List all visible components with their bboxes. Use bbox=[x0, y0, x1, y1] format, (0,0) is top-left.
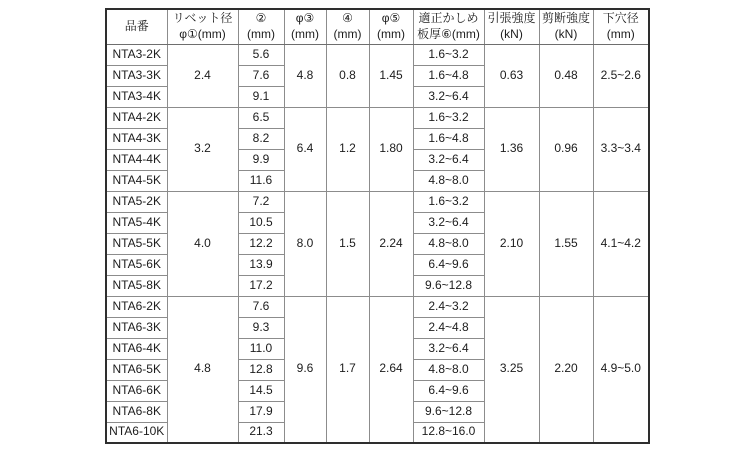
tensile-strength-cell: 3.25 bbox=[484, 296, 539, 443]
dim2-cell: 13.9 bbox=[238, 254, 284, 275]
rivet-diameter-cell: 2.4 bbox=[167, 44, 238, 107]
hole-diameter-cell: 3.3~3.4 bbox=[593, 107, 649, 191]
tensile-strength-cell: 0.63 bbox=[484, 44, 539, 107]
phi5-cell: 1.45 bbox=[369, 44, 413, 107]
phi5-cell: 2.24 bbox=[369, 191, 413, 296]
part-number-cell: NTA6-10K bbox=[106, 422, 167, 443]
grip-thickness-cell: 6.4~9.6 bbox=[413, 380, 484, 401]
dim2-cell: 17.2 bbox=[238, 275, 284, 296]
grip-thickness-cell: 3.2~6.4 bbox=[413, 338, 484, 359]
part-number-cell: NTA6-4K bbox=[106, 338, 167, 359]
part-number-cell: NTA5-4K bbox=[106, 212, 167, 233]
table-row bbox=[106, 44, 649, 65]
rivet-diameter-cell: 4.0 bbox=[167, 191, 238, 296]
dim2-cell: 9.9 bbox=[238, 149, 284, 170]
dim2-cell: 7.6 bbox=[238, 296, 284, 317]
grip-thickness-cell: 9.6~12.8 bbox=[413, 401, 484, 422]
dim2-cell: 11.0 bbox=[238, 338, 284, 359]
grip-thickness-cell: 1.6~4.8 bbox=[413, 128, 484, 149]
col-header-tensile-strength: 引張強度 (kN) bbox=[484, 9, 539, 44]
header-label: 品番 bbox=[124, 18, 149, 33]
part-number-cell: NTA5-2K bbox=[106, 191, 167, 212]
dim4-cell: 1.7 bbox=[326, 296, 369, 443]
grip-thickness-cell: 12.8~16.0 bbox=[413, 422, 484, 443]
phi5-cell: 1.80 bbox=[369, 107, 413, 191]
shear-strength-cell: 0.96 bbox=[539, 107, 593, 191]
dim2-cell: 21.3 bbox=[238, 422, 284, 443]
col-header-hole-diameter: 下穴径 (mm) bbox=[593, 9, 649, 44]
grip-thickness-cell: 3.2~6.4 bbox=[413, 212, 484, 233]
tensile-strength-cell: 2.10 bbox=[484, 191, 539, 296]
col-header-grip-thickness: 適正かしめ 板厚⑥(mm) bbox=[413, 9, 484, 44]
hole-diameter-cell: 4.9~5.0 bbox=[593, 296, 649, 443]
dim4-cell: 1.2 bbox=[326, 107, 369, 191]
hole-diameter-cell: 2.5~2.6 bbox=[593, 44, 649, 107]
dim2-cell: 11.6 bbox=[238, 170, 284, 191]
part-number-cell: NTA5-8K bbox=[106, 275, 167, 296]
part-number-cell: NTA3-2K bbox=[106, 44, 167, 65]
part-number-cell: NTA6-5K bbox=[106, 359, 167, 380]
grip-thickness-cell: 6.4~9.6 bbox=[413, 254, 484, 275]
grip-thickness-cell: 4.8~8.0 bbox=[413, 233, 484, 254]
grip-thickness-cell: 2.4~4.8 bbox=[413, 317, 484, 338]
dim2-cell: 9.1 bbox=[238, 86, 284, 107]
phi3-cell: 9.6 bbox=[284, 296, 326, 443]
shear-strength-cell: 1.55 bbox=[539, 191, 593, 296]
part-number-cell: NTA6-6K bbox=[106, 380, 167, 401]
grip-thickness-cell: 2.4~3.2 bbox=[413, 296, 484, 317]
dim2-cell: 12.2 bbox=[238, 233, 284, 254]
dim2-cell: 17.9 bbox=[238, 401, 284, 422]
grip-thickness-cell: 3.2~6.4 bbox=[413, 149, 484, 170]
grip-thickness-cell: 4.8~8.0 bbox=[413, 170, 484, 191]
dim4-cell: 1.5 bbox=[326, 191, 369, 296]
dim2-cell: 8.2 bbox=[238, 128, 284, 149]
col-header-phi3: φ③ (mm) bbox=[284, 9, 326, 44]
col-header-part-number bbox=[106, 9, 167, 44]
tensile-strength-cell: 1.36 bbox=[484, 107, 539, 191]
dim2-cell: 9.3 bbox=[238, 317, 284, 338]
grip-thickness-cell: 1.6~3.2 bbox=[413, 107, 484, 128]
phi3-cell: 4.8 bbox=[284, 44, 326, 107]
phi3-cell: 8.0 bbox=[284, 191, 326, 296]
part-number-cell: NTA3-4K bbox=[106, 86, 167, 107]
part-number-cell: NTA4-3K bbox=[106, 128, 167, 149]
phi5-cell: 2.64 bbox=[369, 296, 413, 443]
dim2-cell: 14.5 bbox=[238, 380, 284, 401]
part-number-cell: NTA6-8K bbox=[106, 401, 167, 422]
table-row bbox=[106, 191, 649, 212]
table-row bbox=[106, 107, 649, 128]
shear-strength-cell: 2.20 bbox=[539, 296, 593, 443]
dim2-cell: 10.5 bbox=[238, 212, 284, 233]
col-header-dim4: ④ (mm) bbox=[326, 9, 369, 44]
shear-strength-cell: 0.48 bbox=[539, 44, 593, 107]
rivet-diameter-cell: 3.2 bbox=[167, 107, 238, 191]
dim4-cell: 0.8 bbox=[326, 44, 369, 107]
part-number-cell: NTA6-3K bbox=[106, 317, 167, 338]
grip-thickness-cell: 9.6~12.8 bbox=[413, 275, 484, 296]
part-number-cell: NTA5-5K bbox=[106, 233, 167, 254]
part-number-cell: NTA4-5K bbox=[106, 170, 167, 191]
col-header-shear-strength: 剪断強度 (kN) bbox=[539, 9, 593, 44]
grip-thickness-cell: 1.6~3.2 bbox=[413, 191, 484, 212]
part-number-cell: NTA6-2K bbox=[106, 296, 167, 317]
part-number-cell: NTA5-6K bbox=[106, 254, 167, 275]
dim2-cell: 7.6 bbox=[238, 65, 284, 86]
part-number-cell: NTA3-3K bbox=[106, 65, 167, 86]
rivet-spec-table bbox=[105, 8, 650, 444]
table-row bbox=[106, 296, 649, 317]
grip-thickness-cell: 1.6~3.2 bbox=[413, 44, 484, 65]
phi3-cell: 6.4 bbox=[284, 107, 326, 191]
dim2-cell: 6.5 bbox=[238, 107, 284, 128]
rivet-diameter-cell: 4.8 bbox=[167, 296, 238, 443]
grip-thickness-cell: 1.6~4.8 bbox=[413, 65, 484, 86]
grip-thickness-cell: 3.2~6.4 bbox=[413, 86, 484, 107]
col-header-rivet-diameter: リベット径 φ①(mm) bbox=[167, 9, 238, 44]
part-number-cell: NTA4-4K bbox=[106, 149, 167, 170]
part-number-cell: NTA4-2K bbox=[106, 107, 167, 128]
dim2-cell: 7.2 bbox=[238, 191, 284, 212]
col-header-phi5: φ⑤ (mm) bbox=[369, 9, 413, 44]
dim2-cell: 5.6 bbox=[238, 44, 284, 65]
hole-diameter-cell: 4.1~4.2 bbox=[593, 191, 649, 296]
dim2-cell: 12.8 bbox=[238, 359, 284, 380]
col-header-dim2: ② (mm) bbox=[238, 9, 284, 44]
grip-thickness-cell: 4.8~8.0 bbox=[413, 359, 484, 380]
header-row bbox=[106, 9, 649, 44]
